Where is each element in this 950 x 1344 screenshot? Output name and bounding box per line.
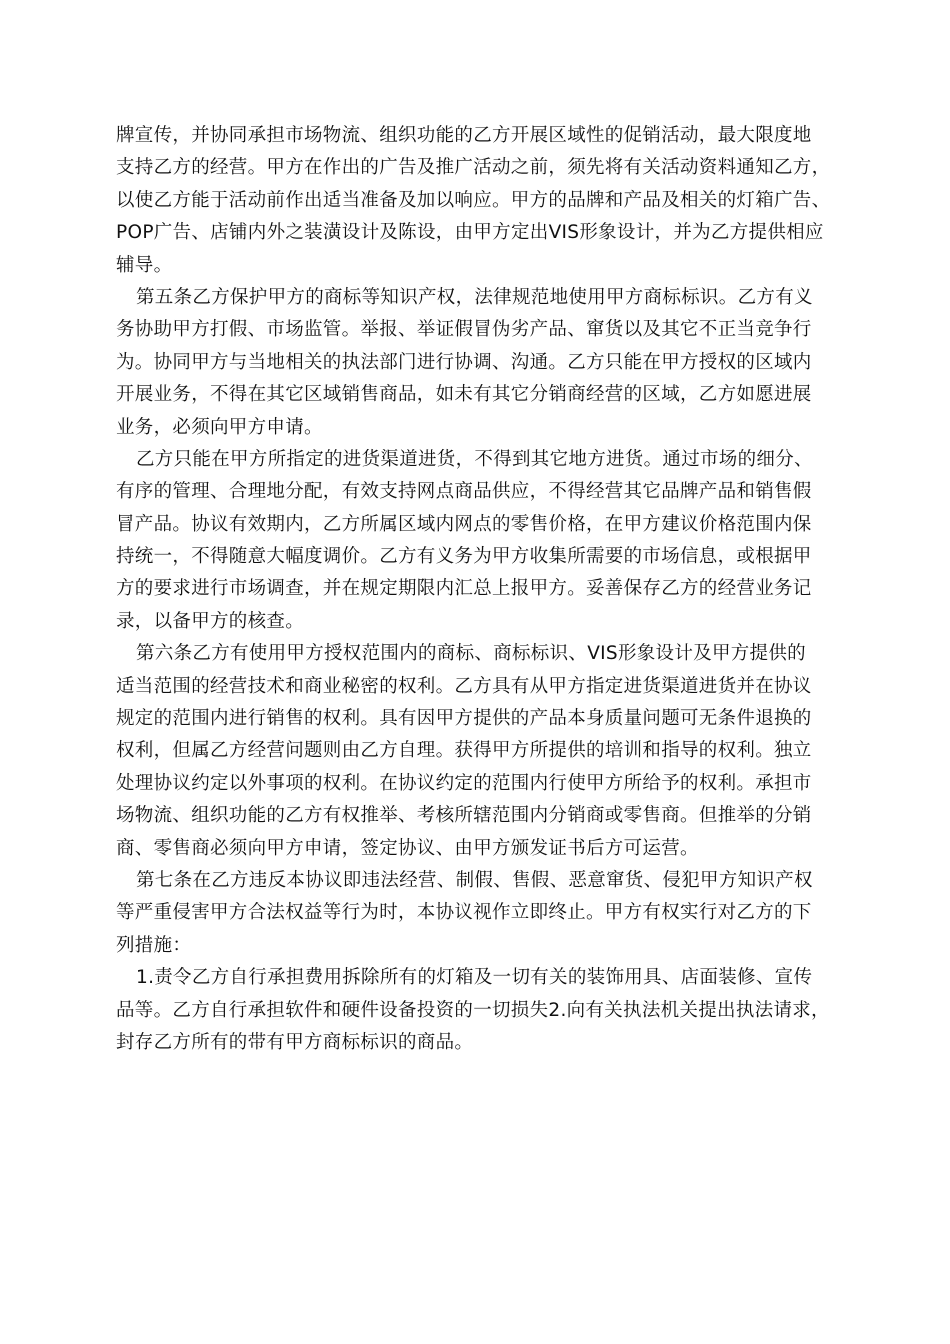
text-line: 支持乙方的经营。甲方在作出的广告及推广活动之前，须先将有关活动资料通知乙方，: [116, 157, 831, 179]
text-line: 开展业务，不得在其它区域销售商品，如未有其它分销商经营的区域，乙方如愿进展: [116, 384, 812, 406]
text-line: 辅导。: [116, 254, 173, 276]
text-line: 务协助甲方打假、市场监管。举报、举证假冒伪劣产品、窜货以及其它不正当竞争行: [116, 319, 812, 341]
text-line: 场物流、组织功能的乙方有权推举、考核所辖范围内分销商或零售商。但推举的分销: [116, 805, 812, 827]
text-line: 适当范围的经营技术和商业秘密的权利。乙方具有从甲方指定进货渠道进货并在协议: [116, 675, 812, 697]
article-7-first-line: 第七条在乙方违反本协议即违法经营、制假、售假、恶意窜货、侵犯甲方知识产权: [136, 869, 813, 891]
text-line: 处理协议约定以外事项的权利。在协议约定的范围内行使甲方所给予的权利。承担市: [116, 772, 812, 794]
text-line: 权利，但属乙方经营问题则由乙方自理。获得甲方所提供的培训和指导的权利。独立: [116, 740, 812, 762]
text-line: 业务，必须向甲方申请。: [116, 416, 323, 438]
document-body: [116, 120, 846, 1059]
text-line: 方的要求进行市场调查，并在规定期限内汇总上报甲方。妥善保存乙方的经营业务记: [116, 578, 812, 600]
article-5-first-line: 第五条乙方保护甲方的商标等知识产权，法律规范地使用甲方商标标识。乙方有义: [136, 286, 813, 308]
text-line: 等严重侵害甲方合法权益等行为时，本协议视作立即终止。甲方有权实行对乙方的下: [116, 902, 812, 924]
article-6-first-line: 第六条乙方有使用甲方授权范围内的商标、商标标识、VIS形象设计及甲方提供的: [136, 643, 806, 665]
text-line: POP广告、店铺内外之装潢设计及陈设，由甲方定出VIS形象设计，并为乙方提供相应: [116, 222, 824, 244]
text-line: 封存乙方所有的带有甲方商标标识的商品。: [116, 1031, 474, 1053]
text-line: 品等。乙方自行承担软件和硬件设备投资的一切损失2.向有关执法机关提出执法请求，: [116, 999, 830, 1021]
text-line: 列措施：: [116, 934, 192, 956]
text-line: 以使乙方能于活动前作出适当准备及加以响应。甲方的品牌和产品及相关的灯箱广告、: [116, 189, 831, 211]
text-line: 录，以备甲方的核查。: [116, 610, 305, 632]
text-line: 持统一，不得随意大幅度调价。乙方有义务为甲方收集所需要的市场信息，或根据甲: [116, 546, 812, 568]
text-line: 商、零售商必须向甲方申请，签定协议、由甲方颁发证书后方可运营。: [116, 837, 699, 859]
text-line: 为。协同甲方与当地相关的执法部门进行协调、沟通。乙方只能在甲方授权的区域内: [116, 351, 812, 373]
text-line: 牌宣传，并协同承担市场物流、组织功能的乙方开展区域性的促销活动，最大限度地: [116, 125, 812, 146]
text-line: 冒产品。协议有效期内，乙方所属区域内网点的零售价格，在甲方建议价格范围内保: [116, 513, 812, 535]
text-line: 有序的管理、合理地分配，有效支持网点商品供应，不得经营其它品牌产品和销售假: [116, 481, 812, 503]
text-line: 规定的范围内进行销售的权利。具有因甲方提供的产品本身质量问题可无条件退换的: [116, 708, 812, 730]
list-item-first-line: 1.责令乙方自行承担费用拆除所有的灯箱及一切有关的装饰用具、店面装修、宣传: [136, 967, 813, 989]
paragraph-first-line: 乙方只能在甲方所指定的进货渠道进货，不得到其它地方进货。通过市场的细分、: [136, 448, 813, 470]
